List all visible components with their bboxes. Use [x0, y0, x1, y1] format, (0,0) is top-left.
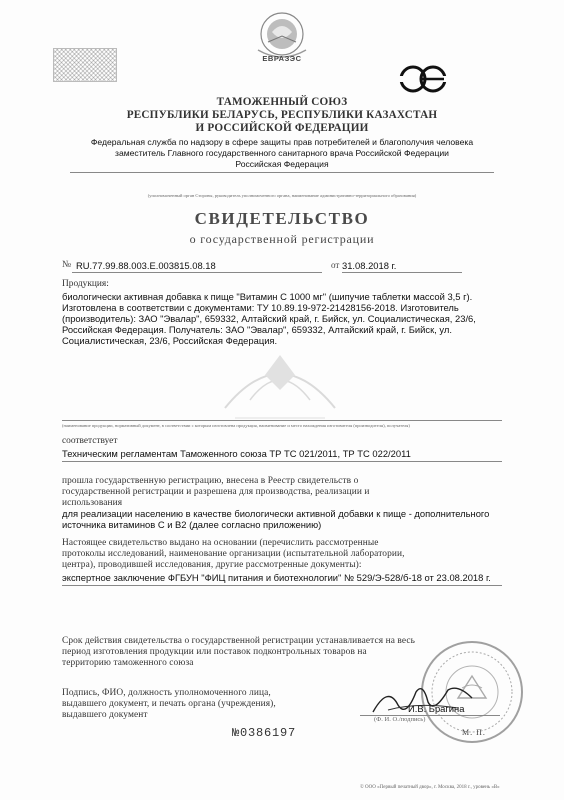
- signature-label-line: Подпись, ФИО, должность уполномоченного лица,: [62, 688, 271, 698]
- signer-name: И.В. Брагина: [408, 703, 465, 714]
- watermark-emblem: [205, 330, 355, 430]
- product-line: Российская Федерация. Получатель: ЗАО "Эвалар", 659332, Алтайский край, г. Бийск, ул.: [62, 324, 452, 335]
- basis-line: протоколы исследований, наименование организации (испытательной лаборатории,: [62, 549, 405, 559]
- registration-number-rule: [72, 272, 322, 273]
- authority-line-2: заместитель Главного государственного санитарного врача Российской Федерации: [115, 148, 449, 158]
- conformity-rule: [62, 461, 502, 462]
- emblem-label: ЕВРАЗЭС: [262, 54, 302, 63]
- eac-mark-icon: [398, 64, 448, 94]
- passed-line: использования: [62, 498, 123, 508]
- basis-line: Настоящее свидетельство выдано на основании (перечислить рассмотренные: [62, 538, 379, 548]
- handwritten-signature: [368, 680, 478, 720]
- product-label: Продукция:: [62, 279, 109, 289]
- document-title: СВИДЕТЕЛЬСТВО: [194, 209, 370, 228]
- product-line: Социалистическая, 23/6, Российская Федерация.: [62, 335, 278, 346]
- signature-label-line: выдавшего документ, и печать органа (учреждения),: [62, 699, 276, 709]
- stamp-place-label: М. П.: [462, 728, 486, 737]
- product-line: (производитель): ЗАО "Эвалар", 659332, Алтайский край, г. Бийск, ул. Социалистическая, 23/6,: [62, 313, 476, 324]
- header-line-1: ТАМОЖЕННЫЙ СОЮЗ: [216, 96, 348, 108]
- validity-line: Срок действия свидетельства о государственной регистрации устанавливается на весь: [62, 636, 416, 646]
- usage-line: для реализации населению в качестве биологически активной добавки к пище - дополнительного: [62, 508, 490, 519]
- product-line: Изготовлена в соответствии с документами: ТУ 10.89.19-972-21428156-2018. Изготовитель: [62, 302, 459, 313]
- header-line-3: И РОССИЙСКОЙ ФЕДЕРАЦИИ: [195, 122, 369, 134]
- authority-caption: (уполномоченный орган Стороны, руководитель уполномоченного органа, наименование административно-территориального образования): [147, 193, 417, 198]
- document-subtitle: о государственной регистрации: [189, 232, 375, 246]
- basis-line: центра), проводившей исследования, другие рассмотренные документы):: [62, 560, 362, 570]
- passed-line: прошла государственную регистрацию, внесена в Реестр свидетельств о: [62, 476, 359, 486]
- conformity-label: соответствует: [62, 436, 118, 446]
- conformity-text: Техническим регламентам Таможенного союза ТР ТС 021/2011, ТР ТС 022/2011: [62, 448, 411, 459]
- signature-label-line: выдавшего документ: [62, 710, 148, 720]
- basis-conclusion: экспертное заключение ФГБУН "ФИЦ питания и биотехнологии" № 529/Э-528/б-18 от 23.08.2018 г.: [62, 572, 491, 583]
- eurasec-emblem: [240, 8, 324, 70]
- registration-date-rule: [342, 272, 462, 273]
- product-line: биологически активная добавка к пище "Витамин С 1000 мг" (шипучие таблетки массой 3,5 г).: [62, 291, 473, 302]
- registration-number-prefix: №: [62, 260, 72, 270]
- usage-line: источника витаминов С и В2 (далее согласно приложению): [62, 519, 322, 530]
- registration-date: 31.08.2018 г.: [342, 260, 397, 271]
- basis-rule: [62, 585, 502, 586]
- passed-line: государственной регистрации и разрешена для производства, реализации и: [62, 487, 370, 497]
- product-rule: [62, 420, 502, 421]
- registration-date-prefix: от: [331, 260, 340, 270]
- header-line-2: РЕСПУБЛИКИ БЕЛАРУСЬ, РЕСПУБЛИКИ КАЗАХСТАН: [126, 109, 438, 121]
- validity-line: период изготовления продукции или поставок подконтрольных товаров на: [62, 647, 367, 657]
- authority-line-1: Федеральная служба по надзору в сфере защиты прав потребителей и благополучия человека: [90, 137, 474, 147]
- authority-rule: [70, 172, 494, 173]
- signature-caption: (Ф. И. О./подпись): [374, 716, 426, 723]
- registration-number: RU.77.99.88.003.Е.003815.08.18: [76, 260, 216, 271]
- authority-line-3: Российская Федерация: [235, 159, 329, 169]
- blank-serial-number: №0386197: [232, 726, 297, 740]
- printer-footer: © ООО «Первый печатный двор», г. Москва, 2018 г., уровень «В»: [360, 785, 500, 790]
- security-pattern: [53, 48, 117, 82]
- validity-line: территорию таможенного союза: [62, 658, 194, 668]
- product-caption: (наименование продукции, нормативный документ, в соответствии с которым изготовлена продукция, наименование и место нахождения изготовителя (производителя), получателя): [62, 423, 410, 428]
